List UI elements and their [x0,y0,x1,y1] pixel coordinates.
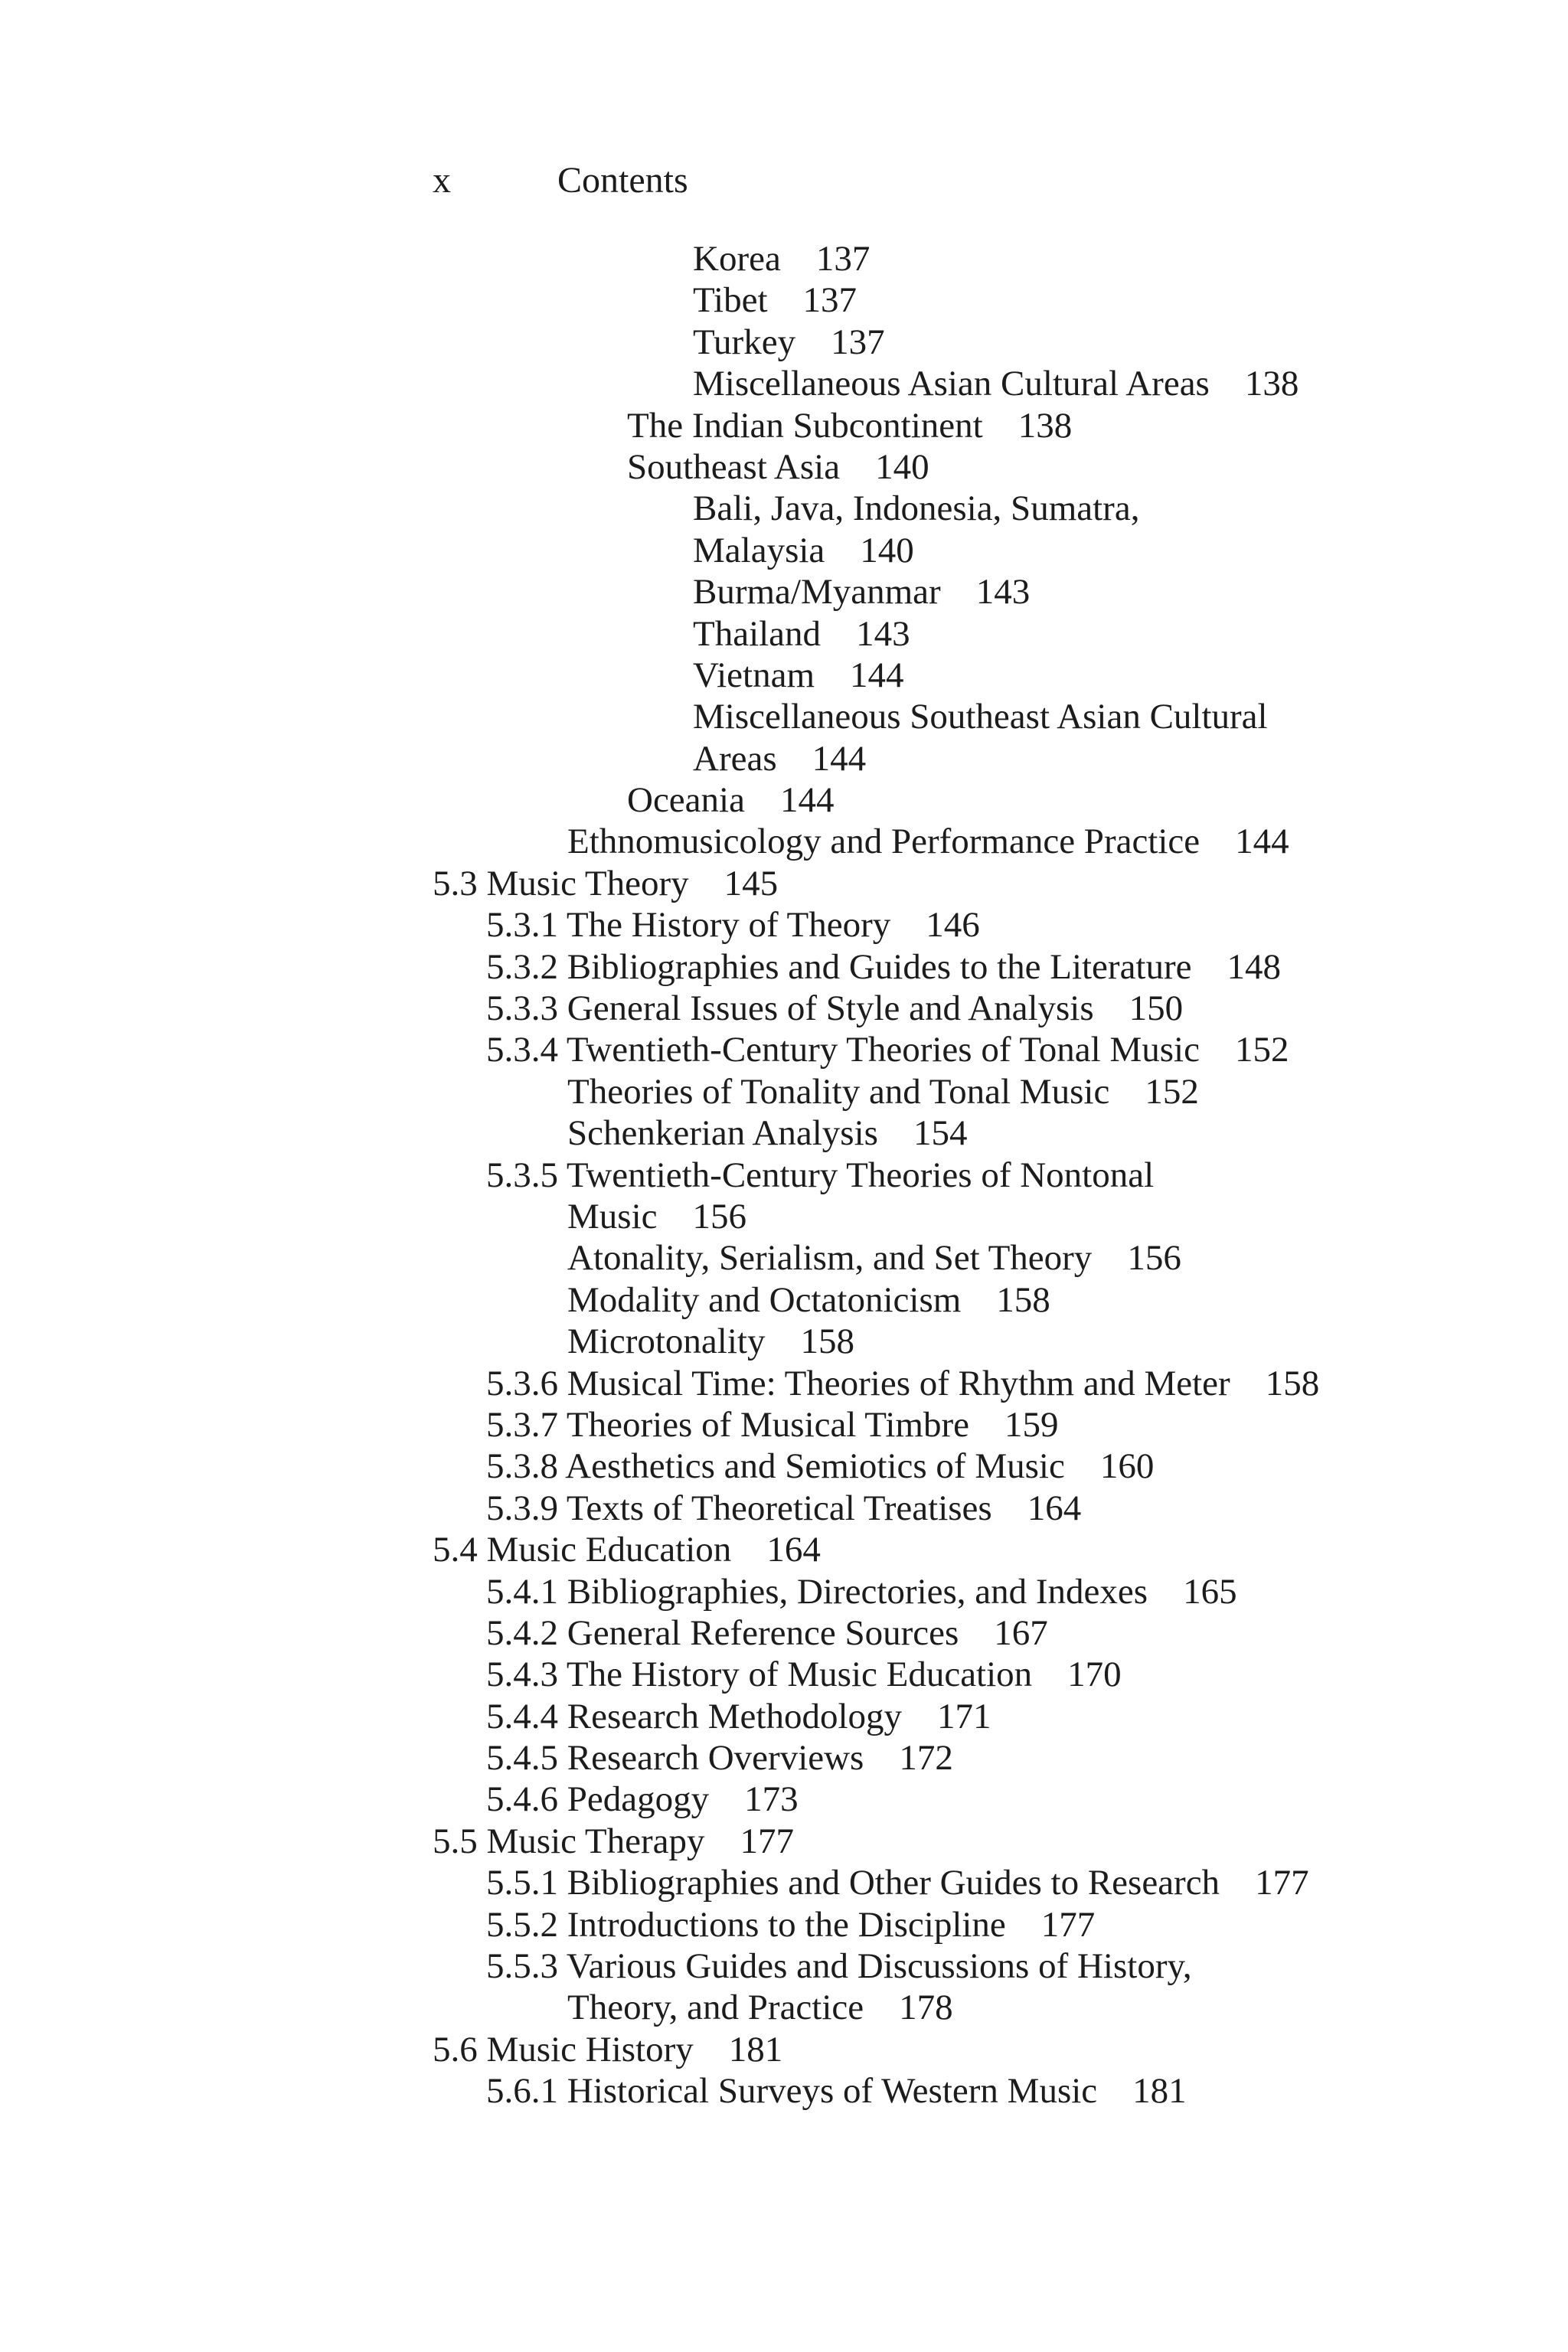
toc-entry-title: Thailand [693,613,822,654]
page-folio: x [433,160,451,201]
toc-entry-page: 158 [800,1321,854,1362]
toc-entry-page: 178 [899,1988,953,2028]
toc-entry-5-3 [433,863,1550,904]
toc-entry-title: Burma/Myanmar [693,572,941,612]
toc-entry-5-6 [433,2029,1550,2070]
toc-entry-theory-practice [433,1987,1550,2028]
toc-entry-title: Southeast Asia [627,446,841,487]
toc-entry-page: 170 [1067,1655,1122,1695]
toc-entry-title: 5.4.2 General Reference Sources [486,1612,959,1653]
toc-entry-page: 160 [1099,1446,1155,1487]
toc-entry-5-5 [433,1821,1550,1862]
toc-entry-5-3-4 [433,1029,1550,1070]
toc-entry-5-3-5 [433,1155,1550,1196]
toc-entry-title: 5.4.1 Bibliographies, Directories, and Indexes [486,1571,1148,1612]
toc-entry-title: 5.3.6 Musical Time: Theories of Rhythm and Meter [486,1363,1230,1403]
toc-entry-page: 152 [1234,1030,1289,1070]
toc-entry-page: 154 [913,1113,968,1154]
toc-entry-title: 5.5.2 Introductions to the Discipline [486,1904,1006,1945]
toc-entry-5-4-5 [433,1737,1550,1779]
toc-entry-page: 143 [975,572,1031,612]
toc-entry-page: 158 [996,1279,1050,1320]
toc-entry-5-3-7 [433,1404,1550,1446]
toc-entry-page: 152 [1145,1071,1199,1112]
toc-entry-page: 144 [1235,822,1289,862]
toc-entry-title: 5.4 Music Education [433,1530,732,1570]
toc-entry-modality [433,1279,1550,1321]
toc-entry-title: 5.3.4 Twentieth-Century Theories of Tonal Music [486,1030,1200,1070]
toc-entry-title: 5.3.7 Theories of Musical Timbre [486,1404,969,1445]
toc-entry-areas [433,738,1550,779]
toc-entry-5-5-1 [433,1862,1550,1903]
toc-entry-title: Theories of Tonality and Tonal Music [567,1071,1110,1112]
toc-entry-indian-subcontinent [433,405,1550,446]
toc-entry-title: 5.5.1 Bibliographies and Other Guides to Research [486,1863,1220,1903]
table-of-contents [433,238,1550,2112]
toc-entry-microtonality [433,1321,1550,1362]
toc-entry-5-3-1 [433,904,1550,946]
toc-entry-title: 5.6.1 Historical Surveys of Western Music [486,2071,1098,2112]
toc-entry-page: 159 [1004,1404,1059,1445]
toc-entry-ethnomusicology-performance [433,821,1550,862]
toc-entry-page: 137 [831,322,885,362]
toc-entry-5-3-2 [433,946,1550,988]
toc-entry-title: Modality and Octatonicism [567,1279,962,1320]
toc-entry-title: Vietnam [693,655,815,695]
toc-entry-page: 181 [728,2029,783,2069]
toc-entry-page: 177 [1255,1863,1309,1903]
toc-entry-misc-asian [433,363,1550,404]
toc-entry-title: 5.3.8 Aesthetics and Semiotics of Music [486,1446,1065,1487]
toc-entry-malaysia [433,530,1550,571]
toc-entry-title: Areas [693,738,777,779]
toc-entry-bali-java [433,488,1550,529]
toc-entry-page: 144 [850,655,904,695]
toc-entry-title: Atonality, Serialism, and Set Theory [567,1238,1093,1279]
toc-entry-page: 156 [692,1196,746,1236]
toc-entry-title: Miscellaneous Southeast Asian Cultural [693,697,1268,737]
toc-entry-page: 138 [1244,364,1299,404]
toc-entry-title: 5.5 Music Therapy [433,1821,705,1861]
toc-entry-oceania [433,779,1550,821]
toc-entry-atonality [433,1237,1550,1279]
toc-entry-5-5-3 [433,1945,1550,1987]
toc-entry-page: 181 [1132,2071,1187,2112]
toc-entry-title: 5.4.4 Research Methodology [486,1696,903,1736]
running-head-title: Contents [557,160,688,201]
toc-entry-tonality [433,1071,1550,1112]
toc-entry-page: 148 [1227,946,1282,987]
toc-entry-page: 177 [740,1821,794,1861]
toc-entry-title: Oceania [627,780,745,821]
toc-entry-title: The Indian Subcontinent [627,405,983,446]
toc-entry-title: 5.3.5 Twentieth-Century Theories of Nontonal [486,1155,1155,1195]
toc-entry-turkey [433,322,1550,363]
toc-entry-title: 5.5.3 Various Guides and Discussions of History, [486,1946,1192,1987]
toc-entry-page: 150 [1129,988,1184,1029]
toc-entry-title: Music [567,1196,658,1236]
toc-entry-title: Theory, and Practice [567,1988,864,2028]
toc-entry-page: 138 [1018,405,1073,446]
toc-entry-page: 167 [994,1612,1048,1653]
toc-entry-5-4-3 [433,1654,1550,1695]
toc-entry-title: 5.4.3 The History of Music Education [486,1655,1033,1695]
toc-entry-title: Microtonality [567,1321,766,1362]
toc-entry-5-6-1 [433,2070,1550,2112]
toc-entry-page: 143 [856,613,910,654]
toc-entry-page: 156 [1127,1238,1181,1279]
toc-entry-page: 158 [1265,1363,1320,1403]
toc-entry-5-3-9 [433,1488,1550,1529]
toc-entry-title: Miscellaneous Asian Cultural Areas [693,364,1210,404]
toc-entry-schenkerian [433,1112,1550,1154]
toc-entry-title: Bali, Java, Indonesia, Sumatra, [693,488,1140,529]
toc-entry-page: 173 [744,1779,799,1820]
toc-entry-title: 5.4.5 Research Overviews [486,1738,864,1779]
toc-entry-page: 172 [899,1738,953,1779]
toc-entry-korea [433,238,1550,279]
toc-entry-5-4-4 [433,1696,1550,1737]
toc-entry-5-4 [433,1529,1550,1570]
toc-entry-page: 165 [1183,1571,1237,1612]
toc-entry-title: Malaysia [693,530,825,570]
toc-entry-5-3-8 [433,1446,1550,1487]
toc-entry-title: 5.4.6 Pedagogy [486,1779,710,1820]
toc-entry-southeast-asia [433,446,1550,488]
toc-entry-title: Ethnomusicology and Performance Practice [567,822,1200,862]
toc-entry-page: 140 [860,530,914,570]
toc-entry-title: 5.3.3 General Issues of Style and Analysis [486,988,1094,1029]
toc-entry-misc-southeast-asian [433,696,1550,737]
toc-entry-5-5-2 [433,1904,1550,1945]
toc-entry-title: 5.6 Music History [433,2029,694,2069]
toc-entry-title: Turkey [693,322,796,362]
toc-entry-page: 137 [815,239,871,279]
toc-entry-5-4-6 [433,1779,1550,1820]
toc-entry-thailand [433,613,1550,655]
toc-entry-title: 5.3.1 The History of Theory [486,905,891,946]
toc-entry-page: 171 [937,1696,991,1736]
toc-entry-5-4-1 [433,1571,1550,1612]
toc-entry-page: 137 [802,280,858,321]
toc-entry-title: 5.3 Music Theory [433,863,689,903]
toc-entry-5-3-6 [433,1363,1550,1404]
toc-entry-title: Tibet [693,280,768,321]
toc-entry-vietnam [433,655,1550,696]
toc-entry-page: 164 [766,1530,821,1570]
toc-entry-tibet [433,279,1550,321]
toc-entry-5-4-2 [433,1612,1550,1654]
toc-entry-burma [433,571,1550,612]
toc-entry-title: Korea [693,239,781,279]
toc-entry-page: 145 [724,863,779,903]
toc-entry-page: 177 [1040,1904,1096,1945]
toc-entry-page: 164 [1027,1488,1082,1528]
toc-entry-page: 144 [812,738,867,779]
toc-entry-title: Schenkerian Analysis [567,1113,878,1154]
toc-entry-page: 144 [779,780,835,821]
toc-entry-5-3-3 [433,988,1550,1029]
toc-entry-music-continued [433,1196,1550,1237]
toc-entry-title: 5.3.9 Texts of Theoretical Treatises [486,1488,992,1528]
toc-entry-page: 140 [875,446,929,487]
toc-entry-page: 146 [926,905,980,946]
toc-entry-title: 5.3.2 Bibliographies and Guides to the Literature [486,946,1192,987]
